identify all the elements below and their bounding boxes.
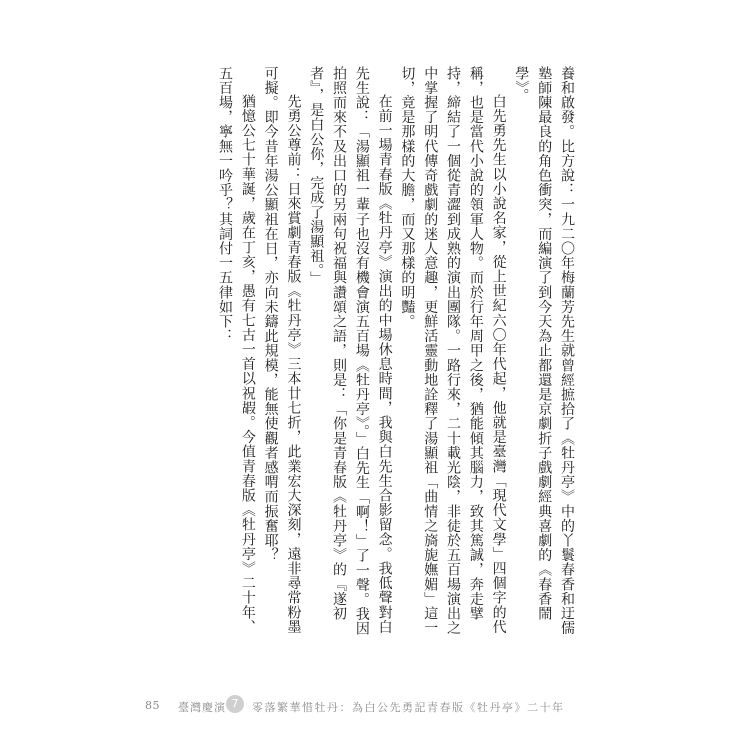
chapter-title: 零落繁華惜牡丹：為白公先勇記青春版《牡丹亭》二十年: [252, 701, 565, 714]
vertical-text-block: [168, 66, 578, 648]
paragraph-1: 養和啟發。比方說：一九二〇年梅蘭芳先生就曾經摭拾了《牡丹亭》中的丫鬟春香和迂儒塾師陳最良的角色衝突，而編演了到今天為止都還是京劇折子戲劇經典喜劇的《春香鬧學》。: [513, 66, 575, 636]
paragraph-5: 猶憶公七十華誕，歲在丁亥，愚有七古一首以祝嘏。今值青春版《牡丹亭》二十年、五百場，寧無一吟乎？其詞付一五律如下：: [217, 66, 256, 635]
chapter-number-badge: 7: [226, 695, 244, 713]
paragraph-4-letter: 先勇公尊前：日來賞劇青春版《牡丹亭》三本廿七折，此業宏大深刻，遠非尋常粉墨可擬。即今昔年湯公顯祖在日，亦向未鑄此規模，能無使觀者感喟而振奮耶？: [262, 66, 302, 635]
running-head: 臺灣慶演: [178, 701, 226, 714]
page-number: 85: [145, 699, 160, 712]
paragraph-2: 白先勇先生以小說名家，從上世紀六〇年代起，他就是臺灣「現代文學」四個字的代稱，也是當代小說的領軍人物。而於行年周甲之後，猶能傾其腦力，致其篤誠，奔走擘持，締結了一個從青澀到成熟的演出團隊。一路行來，二十載光陰，非徒於五百場演出之中掌握了明代傳奇戲劇的迷人意趣，更鮮活靈動地詮釋了湯顯祖「曲情之旖旎嫵媚」這一切，竟是那樣的大膽，而又那樣的明豔。: [399, 66, 507, 636]
paragraph-3: 在前一場青春版《牡丹亭》演出的中場休息時間，我與白先生合影留念。我低聲對白先生說：「湯顯祖一輩子也沒有機會演五百場《牡丹亭》。」白先生「啊！」了一聲。我因拍照而來不及出口的另兩句祝福與讚頌之語，則是：「你是青春版《牡丹亭》的『遂初者』，是白公你，完成了湯顯祖。」: [308, 66, 393, 636]
page-footer: [0, 694, 750, 718]
